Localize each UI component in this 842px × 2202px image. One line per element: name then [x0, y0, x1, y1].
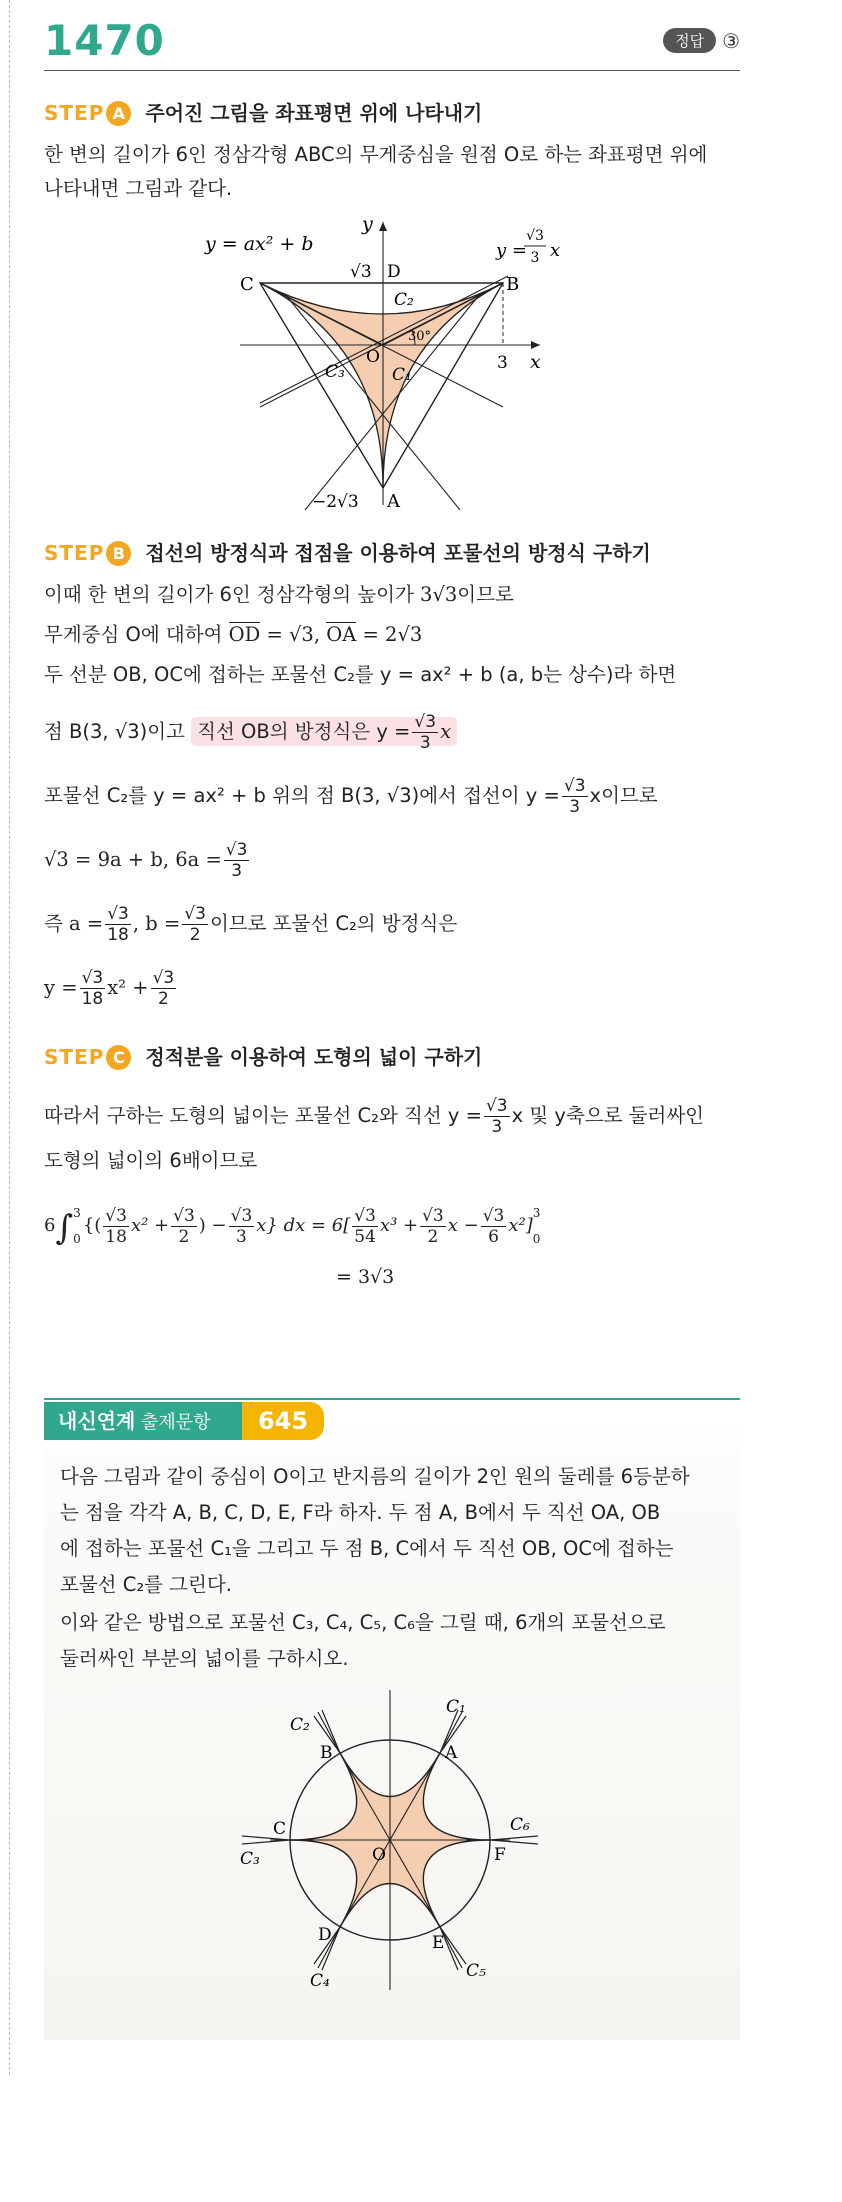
answer-area — [663, 28, 740, 53]
fig1-eq-left: y = ax² + b — [205, 233, 314, 255]
fig1-a-value: −2√3 — [312, 492, 359, 512]
fig1-angle-label: 30° — [408, 329, 432, 344]
integral-result: = 3√3 — [336, 1266, 395, 1288]
problem-number: 1470 — [44, 16, 165, 65]
step-b-letter: B — [106, 541, 131, 566]
fig1-three-label: 3 — [497, 353, 508, 373]
step-a-line1: 한 변의 길이가 6인 정삼각형 ABC의 무게중심을 원점 O로 하는 좌표평면 위에 — [44, 143, 708, 166]
step-a-line2: 나타내면 그림과 같다. — [44, 177, 233, 200]
triangle-figure — [190, 210, 610, 520]
step-b-tag: STEP — [44, 541, 105, 565]
answer-value: ③ — [722, 29, 740, 53]
related-line6: 둘러싸인 부분의 넓이를 구하시오. — [60, 1647, 349, 1670]
step-a-heading — [44, 98, 482, 128]
fig1-o-label: O — [366, 347, 380, 367]
step-b-line8: y = $\frac{√3}{18}$ x² + $\frac{√3}{2}$ — [44, 968, 175, 1009]
step-b-line2: 무게중심 O에 대하여 OD = √3, OA = 2√3 — [44, 623, 423, 646]
step-b-line4: 점 B(3, √3)이고 직선 OB의 방정식은 y = $\frac{√3}{3}$ x — [44, 712, 457, 753]
fig1-c-label: C — [240, 274, 254, 295]
step-b-heading — [44, 538, 651, 568]
step-a-title: 주어진 그림을 좌표평면 위에 나타내기 — [145, 101, 483, 125]
related-line5: 이와 같은 방법으로 포물선 C₃, C₄, C₅, C₆을 그릴 때, 6개의 포물선으로 — [60, 1611, 666, 1634]
fig1-c1-label: C₁ — [392, 365, 412, 385]
step-a-letter: A — [106, 101, 131, 126]
fig1-frac-den: 3 — [530, 250, 540, 266]
fig1-d-label: D — [387, 262, 401, 282]
step-c-line1: 따라서 구하는 도형의 넓이는 포물선 C₂와 직선 y = $\frac{√3}{3}$ x 및 y축으로 둘러싸인 — [44, 1096, 704, 1137]
margin-dotted-line — [9, 0, 10, 2075]
related-line1: 다음 그림과 같이 중심이 O이고 반지름의 길이가 2인 원의 둘레를 6등분하 — [60, 1465, 690, 1488]
step-c-title: 정적분을 이용하여 도형의 넓이 구하기 — [145, 1045, 483, 1069]
step-c-line2: 도형의 넓이의 6배이므로 — [44, 1149, 258, 1172]
step-a-tag: STEP — [44, 101, 105, 125]
hexagon-parabola-figure — [220, 1680, 580, 2020]
fig1-a-label: A — [387, 491, 400, 512]
fig2-d-label: D — [318, 1925, 332, 1945]
step-b-line1: 이때 한 변의 길이가 6인 정삼각형의 높이가 3√3이므로 — [44, 583, 514, 606]
related-line3: 에 접하는 포물선 C₁을 그리고 두 점 B, C에서 두 직선 OB, OC에 접하는 — [60, 1537, 674, 1560]
fig2-b-label: B — [320, 1743, 333, 1763]
related-label: 내신연계 출제문항 — [44, 1402, 250, 1440]
fig1-b-label: B — [506, 274, 520, 295]
related-problem-rule — [44, 1398, 740, 1400]
step-b-line6: √3 = 9a + b, 6a = $\frac{√3}{3}$ — [44, 840, 248, 881]
problem-header — [44, 10, 740, 71]
fig2-c-label: C — [273, 1819, 287, 1839]
fig2-c5-label: C₅ — [466, 1961, 486, 1981]
step-b-line5: 포물선 C₂를 y = ax² + b 위의 점 B(3, √3)에서 접선이 y = $\frac{√3}{3}$ x이므로 — [44, 776, 658, 817]
fig2-c6-label: C₆ — [510, 1815, 530, 1835]
fig1-c3-label: C₃ — [325, 362, 345, 382]
fig2-c2-label: C₂ — [290, 1715, 310, 1735]
fig1-eq-x: x — [550, 240, 561, 261]
fig2-c3-label: C₃ — [240, 1849, 260, 1869]
related-number: 645 — [242, 1402, 324, 1440]
fig2-f-label: F — [494, 1845, 506, 1865]
fig2-a-label: A — [445, 1743, 458, 1763]
related-line2: 는 점을 각각 A, B, C, D, E, F라 하자. 두 점 A, B에서 두 직선 OA, OB — [60, 1501, 661, 1524]
answer-badge: 정답 — [663, 28, 716, 53]
step-c-letter: C — [106, 1045, 131, 1070]
fig2-o-label: O — [372, 1845, 386, 1865]
fig1-frac-num: √3 — [526, 228, 544, 244]
step-b-line3: 두 선분 OB, OC에 접하는 포물선 C₂를 y = ax² + b (a, b는 상수)라 하면 — [44, 663, 677, 686]
fig1-x-label: x — [530, 351, 541, 373]
fig1-eq-right: y = — [496, 240, 527, 261]
related-line4: 포물선 C₂를 그린다. — [60, 1573, 232, 1596]
step-b-title: 접선의 방정식과 접점을 이용하여 포물선의 방정식 구하기 — [145, 541, 651, 565]
fig1-y-label: y — [362, 213, 373, 235]
fig2-e-label: E — [432, 1933, 445, 1953]
step-c-heading — [44, 1042, 482, 1072]
step-c-tag: STEP — [44, 1045, 105, 1069]
fig2-c1-label: C₁ — [446, 1697, 466, 1717]
step-b-line7: 즉 a = $\frac{√3}{18}$ , b = $\frac{√3}{2}$ 이므로 포물선 C₂의 방정식은 — [44, 904, 458, 945]
fig2-c4-label: C₄ — [310, 1971, 330, 1991]
integral-expression: 6∫ 3 0 {( $\frac{√3}{18}$ x² + $\frac{√3}{2}$ ) − $\frac{√3}{3}$ x} dx = 6[ $\frac{√3}{54}$ x³ + $\frac{√3}{2}$ x − $\frac{√3}{6}$ x²] 3 0 — [44, 1205, 541, 1248]
fig1-c2-label: C₂ — [394, 290, 414, 310]
fig1-d-value: √3 — [350, 262, 372, 282]
